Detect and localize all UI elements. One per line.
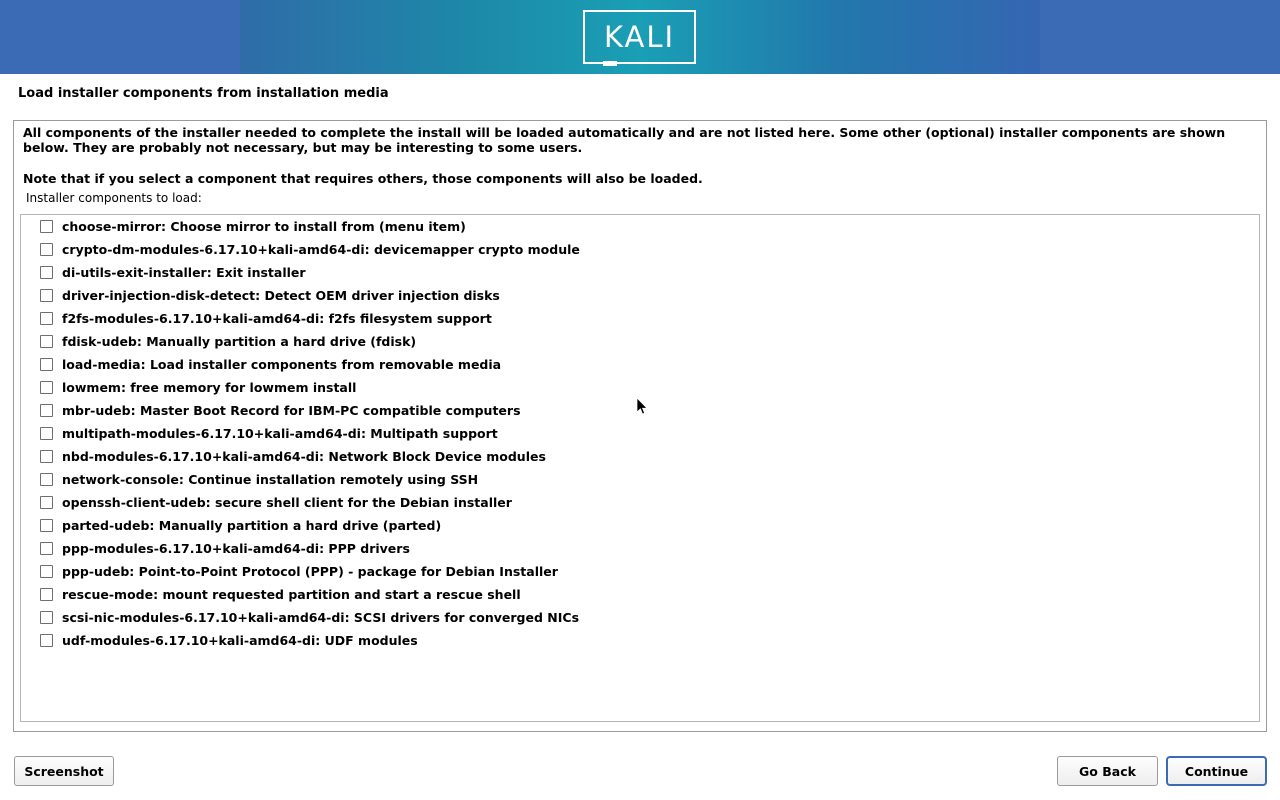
continue-button[interactable]: Continue <box>1166 756 1267 786</box>
component-label: network-console: Continue installation remotely using SSH <box>62 472 479 487</box>
installer-panel <box>13 120 1267 732</box>
component-label: f2fs-modules-6.17.10+kali-amd64-di: f2fs filesystem support <box>62 311 492 326</box>
component-label: parted-udeb: Manually partition a hard drive (parted) <box>62 518 442 533</box>
component-label: ppp-modules-6.17.10+kali-amd64-di: PPP drivers <box>62 541 410 556</box>
list-item[interactable] <box>21 399 1259 422</box>
component-checkbox[interactable] <box>40 289 53 302</box>
list-item[interactable] <box>21 629 1259 652</box>
component-checkbox[interactable] <box>40 565 53 578</box>
component-checkbox[interactable] <box>40 220 53 233</box>
component-checkbox[interactable] <box>40 243 53 256</box>
component-checkbox[interactable] <box>40 496 53 509</box>
installer-banner <box>0 0 1280 74</box>
component-checkbox[interactable] <box>40 519 53 532</box>
go-back-button[interactable]: Go Back <box>1057 756 1158 786</box>
component-label: udf-modules-6.17.10+kali-amd64-di: UDF modules <box>62 633 418 648</box>
list-item[interactable] <box>21 422 1259 445</box>
component-checkbox[interactable] <box>40 542 53 555</box>
component-label: mbr-udeb: Master Boot Record for IBM-PC compatible computers <box>62 403 521 418</box>
list-item[interactable] <box>21 330 1259 353</box>
component-label: lowmem: free memory for lowmem install <box>62 380 357 395</box>
list-item[interactable] <box>21 491 1259 514</box>
list-item[interactable] <box>21 376 1259 399</box>
list-item[interactable] <box>21 215 1259 238</box>
component-checkbox[interactable] <box>40 381 53 394</box>
kali-logo <box>583 10 696 64</box>
list-item[interactable] <box>21 583 1259 606</box>
intro-text: All components of the installer needed to complete the install will be loaded automatically and are not listed here. Some other (optional) installer components are shown below. They are probably not necessary, but may be interesting to some users. <box>23 125 1226 155</box>
screenshot-button[interactable]: Screenshot <box>14 756 114 786</box>
list-item[interactable] <box>21 238 1259 261</box>
kali-logo-text: KALI <box>603 20 676 54</box>
component-label: di-utils-exit-installer: Exit installer <box>62 265 306 280</box>
component-checkbox[interactable] <box>40 312 53 325</box>
list-item[interactable] <box>21 514 1259 537</box>
component-checkbox[interactable] <box>40 404 53 417</box>
list-item[interactable] <box>21 560 1259 583</box>
component-label: load-media: Load installer components from removable media <box>62 357 502 372</box>
component-checkbox[interactable] <box>40 266 53 279</box>
component-label: fdisk-udeb: Manually partition a hard drive (fdisk) <box>62 334 417 349</box>
list-item[interactable] <box>21 468 1259 491</box>
page-title: Load installer components from installation media <box>18 86 389 101</box>
component-label: crypto-dm-modules-6.17.10+kali-amd64-di: devicemapper crypto module <box>62 242 580 257</box>
component-label: driver-injection-disk-detect: Detect OEM driver injection disks <box>62 288 500 303</box>
component-label: choose-mirror: Choose mirror to install from (menu item) <box>62 219 466 234</box>
component-checkbox[interactable] <box>40 450 53 463</box>
list-caption: Installer components to load: <box>26 191 202 205</box>
component-checkbox[interactable] <box>40 358 53 371</box>
component-checkbox[interactable] <box>40 335 53 348</box>
list-item[interactable] <box>21 353 1259 376</box>
list-item[interactable] <box>21 307 1259 330</box>
component-label: nbd-modules-6.17.10+kali-amd64-di: Network Block Device modules <box>62 449 546 464</box>
note-text: Note that if you select a component that requires others, those components will also be loaded. <box>23 171 703 186</box>
component-label: rescue-mode: mount requested partition and start a rescue shell <box>62 587 521 602</box>
component-checkbox[interactable] <box>40 588 53 601</box>
components-listbox[interactable] <box>20 214 1260 722</box>
component-checkbox[interactable] <box>40 634 53 647</box>
list-item[interactable] <box>21 537 1259 560</box>
component-label: scsi-nic-modules-6.17.10+kali-amd64-di: SCSI drivers for converged NICs <box>62 610 580 625</box>
list-item[interactable] <box>21 261 1259 284</box>
component-label: multipath-modules-6.17.10+kali-amd64-di: Multipath support <box>62 426 498 441</box>
component-checkbox[interactable] <box>40 611 53 624</box>
list-item[interactable] <box>21 284 1259 307</box>
list-item[interactable] <box>21 445 1259 468</box>
component-label: ppp-udeb: Point-to-Point Protocol (PPP) - package for Debian Installer <box>62 564 558 579</box>
component-checkbox[interactable] <box>40 473 53 486</box>
component-checkbox[interactable] <box>40 427 53 440</box>
list-item[interactable] <box>21 606 1259 629</box>
component-label: openssh-client-udeb: secure shell client for the Debian installer <box>62 495 512 510</box>
